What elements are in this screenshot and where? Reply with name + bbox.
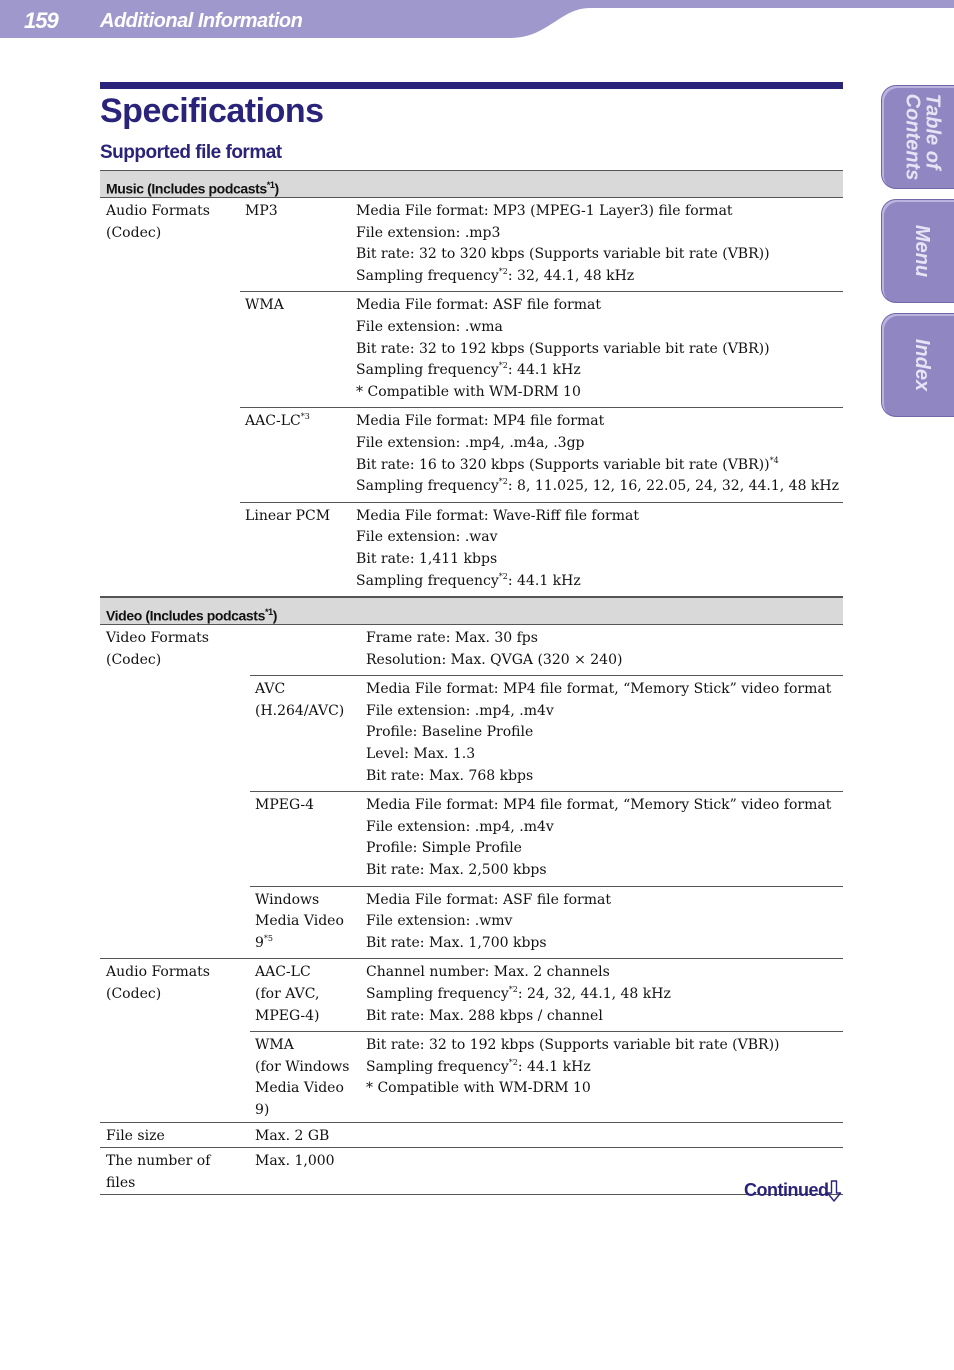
codec-label: AAC-LC	[255, 964, 311, 981]
codec-cell	[250, 959, 361, 1031]
category-label: Audio Formats	[106, 203, 210, 219]
music-groups	[100, 198, 843, 597]
detail-line: Bit rate: 1,411 kbps	[356, 550, 498, 567]
table-row	[250, 886, 843, 959]
section-title: Additional Information	[100, 10, 303, 32]
codec-label: Windows	[255, 891, 320, 908]
table-row	[250, 675, 843, 791]
category-label: File size	[106, 1127, 165, 1144]
spec-rows	[250, 959, 843, 1121]
detail-cell	[361, 1148, 843, 1173]
detail-line: Sampling frequency$^{*2}$: 24, 32, 44.1, 48 kHz	[366, 985, 671, 1002]
detail-line: Bit rate: 32 to 320 kbps (Supports variable bit rate (VBR))	[356, 246, 770, 263]
codec-label: MPEG-4	[255, 797, 315, 814]
category-label: Video Formats	[106, 630, 209, 647]
codec-label: (H.264/AVC)	[255, 702, 345, 719]
detail-line: Bit rate: 32 to 192 kbps (Supports variable bit rate (VBR))	[356, 340, 770, 357]
codec-label: (for AVC,	[255, 986, 320, 1002]
detail-line: Media File format: MP4 file format, “Memory Stick” video format	[366, 681, 832, 698]
tab-menu[interactable]	[882, 200, 954, 302]
codec-label: (for Windows	[255, 1058, 350, 1075]
arrow-down-icon	[826, 1180, 842, 1202]
detail-cell	[351, 503, 843, 596]
video-band	[100, 597, 843, 625]
table-row	[250, 1123, 843, 1148]
codec-cell	[250, 676, 361, 791]
detail-line: * Compatible with WM-DRM 10	[356, 383, 581, 400]
detail-line: Bit rate: Max. 1,700 kbps	[366, 934, 547, 951]
band-tail: )	[272, 607, 277, 624]
spec-rows	[250, 625, 843, 958]
spec-rows	[240, 198, 843, 596]
detail-line: Bit rate: 16 to 320 kbps (Supports variable bit rate (VBR))$^{*4}$	[356, 455, 779, 473]
spec-rows	[250, 1123, 843, 1148]
section-heading: Supported file format	[100, 142, 282, 163]
detail-line: Sampling frequency$^{*2}$: 44.1 kHz	[356, 571, 581, 589]
codec-label: WMA	[255, 1037, 294, 1054]
table-row	[240, 502, 843, 596]
video-groups	[100, 625, 843, 1195]
codec-cell	[250, 792, 361, 885]
spec-table	[100, 170, 843, 1195]
detail-line: Bit rate: 32 to 192 kbps (Supports variable bit rate (VBR))	[366, 1037, 780, 1054]
band-note: *1	[264, 607, 273, 618]
detail-line: Level: Max. 1.3	[366, 746, 476, 763]
detail-line: * Compatible with WM-DRM 10	[366, 1080, 591, 1097]
category-label: Audio Formats	[106, 964, 210, 981]
codec-label: Max. 2 GB	[255, 1127, 330, 1144]
tab-label: Menu	[911, 224, 933, 278]
table-row	[250, 791, 843, 885]
category-label: (Codec)	[106, 986, 162, 1002]
detail-cell	[361, 1032, 843, 1121]
detail-line: File extension: .wma	[356, 318, 503, 335]
codec-label: Max. 1,000	[255, 1153, 335, 1170]
table-row	[250, 959, 843, 1031]
tab-label: Index	[911, 338, 933, 392]
detail-cell	[351, 408, 843, 501]
spec-category	[100, 1148, 250, 1194]
codec-label: Media Video 9$^{*5}$	[255, 913, 344, 951]
title-rule	[100, 82, 843, 89]
detail-line: Channel number: Max. 2 channels	[366, 964, 610, 981]
detail-line: Profile: Simple Profile	[366, 840, 522, 857]
codec-label: 9)	[255, 1101, 270, 1118]
detail-line: Frame rate: Max. 30 fps	[366, 630, 538, 647]
detail-line: Media File format: ASF file format	[356, 297, 601, 314]
band-text: Music (Includes podcasts	[106, 180, 267, 197]
spec-category	[100, 1123, 250, 1148]
spec-group	[100, 1123, 843, 1149]
detail-cell	[361, 792, 843, 885]
band-note: *1	[266, 180, 275, 190]
tab-label: Table of Contents	[901, 93, 944, 181]
detail-cell	[361, 887, 843, 959]
detail-line: Bit rate: Max. 768 kbps	[366, 767, 534, 784]
codec-label: AAC-LC$^{*3}$	[245, 412, 310, 430]
table-row	[250, 1031, 843, 1121]
detail-line: Bit rate: Max. 288 kbps / channel	[366, 1007, 603, 1024]
codec-cell	[250, 1148, 361, 1173]
spec-group	[100, 198, 843, 597]
detail-line: Resolution: Max. QVGA (320 × 240)	[366, 651, 623, 668]
codec-label: Media Video	[255, 1080, 344, 1097]
spec-group	[100, 1148, 843, 1195]
detail-line: Media File format: ASF file format	[366, 891, 611, 908]
spec-category	[100, 625, 250, 958]
tab-table-of-contents[interactable]	[882, 86, 954, 188]
music-band	[100, 170, 843, 198]
detail-line: File extension: .mp4, .m4a, .3gp	[356, 434, 585, 451]
codec-cell	[250, 1123, 361, 1148]
detail-line: Sampling frequency$^{*2}$: 8, 11.025, 12, 16, 22.05, 24, 32, 44.1, 48 kHz	[356, 477, 839, 495]
detail-cell	[361, 676, 843, 791]
codec-cell	[240, 198, 351, 291]
detail-line: Profile: Baseline Profile	[366, 724, 534, 741]
detail-line: Media File format: Wave-Riff file format	[356, 507, 639, 524]
spec-category	[100, 198, 240, 596]
detail-line: File extension: .wmv	[366, 913, 513, 930]
tab-index[interactable]	[882, 314, 954, 416]
detail-line: Sampling frequency$^{*2}$: 44.1 kHz	[366, 1057, 591, 1075]
detail-line: File extension: .mp4, .m4v	[366, 818, 554, 835]
table-row	[250, 625, 843, 675]
table-row	[240, 198, 843, 291]
codec-cell	[250, 887, 361, 959]
codec-label: MPEG-4)	[255, 1007, 320, 1024]
codec-label: WMA	[245, 297, 284, 314]
detail-cell	[351, 292, 843, 407]
table-row	[240, 291, 843, 407]
detail-line: Bit rate: Max. 2,500 kbps	[366, 862, 547, 879]
continued-link[interactable]: Continued	[744, 1180, 829, 1200]
table-row	[240, 407, 843, 501]
codec-label: AVC	[255, 681, 286, 698]
detail-line: File extension: .wav	[356, 529, 498, 546]
detail-line: Sampling frequency$^{*2}$: 44.1 kHz	[356, 361, 581, 379]
codec-cell	[240, 408, 351, 501]
band-text: Video (Includes podcasts	[106, 607, 265, 624]
band-tail: )	[274, 180, 279, 197]
detail-cell	[361, 959, 843, 1031]
page-title: Specifications	[100, 92, 324, 130]
category-label: (Codec)	[106, 651, 162, 668]
codec-cell	[250, 625, 361, 675]
spec-group	[100, 625, 843, 959]
detail-line: Sampling frequency$^{*2}$: 32, 44.1, 48 kHz	[356, 266, 635, 284]
page-number: 159	[24, 8, 58, 33]
category-label: (Codec)	[106, 224, 162, 241]
spec-category	[100, 959, 250, 1121]
codec-cell	[250, 1032, 361, 1121]
codec-label: MP3	[245, 203, 278, 219]
detail-cell	[361, 625, 843, 675]
codec-cell	[240, 292, 351, 407]
detail-cell	[361, 1123, 843, 1148]
codec-label: Linear PCM	[245, 507, 331, 524]
table-row	[250, 1148, 843, 1173]
detail-line: Media File format: MP3 (MPEG-1 Layer3) file format	[356, 203, 733, 219]
detail-line: Media File format: MP4 file format	[356, 413, 605, 430]
codec-cell	[240, 503, 351, 596]
detail-cell	[351, 198, 843, 291]
detail-line: File extension: .mp3	[356, 224, 501, 241]
category-label: The number of files	[106, 1153, 211, 1191]
detail-line: Media File format: MP4 file format, “Memory Stick” video format	[366, 797, 832, 814]
detail-line: File extension: .mp4, .m4v	[366, 702, 554, 719]
spec-group	[100, 959, 843, 1122]
